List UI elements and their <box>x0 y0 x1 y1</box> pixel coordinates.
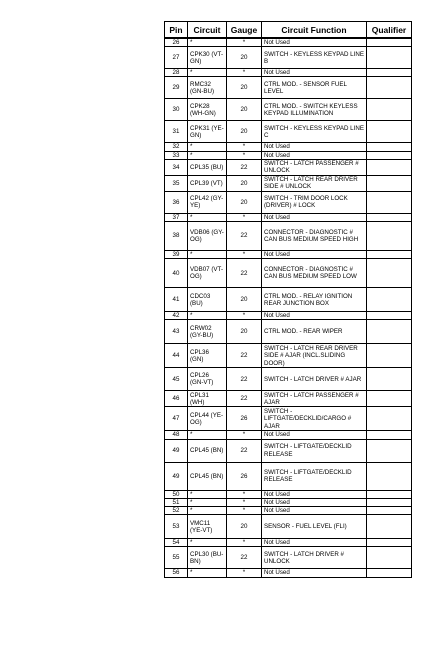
cell-qualifier <box>367 539 412 547</box>
cell-qualifier <box>367 222 412 251</box>
cell-qualifier <box>367 391 412 407</box>
cell-circuit: * <box>188 490 227 498</box>
cell-qualifier <box>367 547 412 569</box>
cell-circuit: CPL45 (BN) <box>188 439 227 462</box>
cell-circuit: CPK30 (VT-GN) <box>188 47 227 69</box>
table-body <box>165 38 412 577</box>
pin-table <box>164 21 412 578</box>
cell-gauge: 20 <box>227 191 262 213</box>
table-row <box>165 344 412 368</box>
table-row <box>165 288 412 312</box>
cell-qualifier <box>367 99 412 121</box>
table-row <box>165 490 412 498</box>
cell-pin: 44 <box>165 344 188 368</box>
cell-gauge: * <box>227 69 262 77</box>
cell-circuit: CPK31 (YE-GN) <box>188 121 227 143</box>
cell-gauge: 22 <box>227 222 262 251</box>
cell-circuit: CPL26 (GN-VT) <box>188 368 227 391</box>
cell-qualifier <box>367 462 412 490</box>
cell-function: CONNECTOR - DIAGNOSTIC # CAN BUS MEDIUM SPEED LOW <box>262 259 367 288</box>
cell-gauge: 26 <box>227 407 262 431</box>
cell-circuit: VDB06 (GY-OG) <box>188 222 227 251</box>
cell-pin: 52 <box>165 507 188 515</box>
cell-qualifier <box>367 47 412 69</box>
cell-function: CTRL MOD. - RELAY IGNITION REAR JUNCTION BOX <box>262 288 367 312</box>
cell-circuit: * <box>188 251 227 259</box>
cell-circuit: * <box>188 151 227 159</box>
cell-circuit: CPL45 (BN) <box>188 462 227 490</box>
cell-pin: 34 <box>165 159 188 175</box>
cell-gauge: 26 <box>227 462 262 490</box>
cell-qualifier <box>367 259 412 288</box>
cell-circuit: * <box>188 143 227 151</box>
cell-pin: 30 <box>165 99 188 121</box>
cell-pin: 28 <box>165 69 188 77</box>
cell-function: Not Used <box>262 312 367 320</box>
cell-pin: 49 <box>165 439 188 462</box>
cell-circuit: * <box>188 507 227 515</box>
cell-qualifier <box>367 344 412 368</box>
cell-function: CTRL MOD. - SWITCH KEYLESS KEYPAD ILLUMINATION <box>262 99 367 121</box>
cell-qualifier <box>367 69 412 77</box>
cell-circuit: * <box>188 312 227 320</box>
cell-pin: 51 <box>165 498 188 506</box>
cell-gauge: * <box>227 539 262 547</box>
cell-qualifier <box>367 498 412 506</box>
cell-pin: 46 <box>165 391 188 407</box>
cell-circuit: * <box>188 38 227 47</box>
cell-pin: 40 <box>165 259 188 288</box>
cell-gauge: * <box>227 507 262 515</box>
cell-gauge: * <box>227 151 262 159</box>
cell-gauge: 22 <box>227 547 262 569</box>
cell-pin: 33 <box>165 151 188 159</box>
table-row <box>165 462 412 490</box>
cell-pin: 39 <box>165 251 188 259</box>
cell-pin: 27 <box>165 47 188 69</box>
cell-function: Not Used <box>262 38 367 47</box>
cell-pin: 36 <box>165 191 188 213</box>
cell-function: SWITCH - LIFTGATE/DECKLID RELEASE <box>262 462 367 490</box>
cell-gauge: 20 <box>227 47 262 69</box>
cell-function: SWITCH - LATCH DRIVER # AJAR <box>262 368 367 391</box>
cell-qualifier <box>367 407 412 431</box>
cell-gauge: 20 <box>227 77 262 99</box>
cell-circuit: CPL30 (BU-BN) <box>188 547 227 569</box>
cell-function: SWITCH - LATCH REAR DRIVER SIDE # UNLOCK <box>262 175 367 191</box>
cell-function: SWITCH - LATCH REAR DRIVER SIDE # AJAR (INCL.SLIDING DOOR) <box>262 344 367 368</box>
cell-gauge: 20 <box>227 288 262 312</box>
table-row <box>165 77 412 99</box>
cell-gauge: * <box>227 431 262 439</box>
table-row <box>165 569 412 577</box>
cell-circuit: CPK28 (WH-GN) <box>188 99 227 121</box>
table-row <box>165 368 412 391</box>
cell-function: SWITCH - TRIM DOOR LOCK (DRIVER) # LOCK <box>262 191 367 213</box>
cell-qualifier <box>367 213 412 221</box>
cell-circuit: CPL35 (BU) <box>188 159 227 175</box>
cell-qualifier <box>367 288 412 312</box>
cell-qualifier <box>367 312 412 320</box>
table-row <box>165 191 412 213</box>
cell-pin: 54 <box>165 539 188 547</box>
header-pin: Pin <box>165 22 188 39</box>
cell-function: Not Used <box>262 151 367 159</box>
cell-function: SWITCH - LATCH PASSENGER # AJAR <box>262 391 367 407</box>
table-header-row <box>165 22 412 39</box>
cell-function: Not Used <box>262 490 367 498</box>
cell-pin: 53 <box>165 515 188 539</box>
cell-circuit: VMC11 (YE-VT) <box>188 515 227 539</box>
cell-function: Not Used <box>262 251 367 259</box>
cell-function: Not Used <box>262 498 367 506</box>
cell-qualifier <box>367 143 412 151</box>
cell-function: CTRL MOD. - REAR WIPER <box>262 320 367 344</box>
cell-circuit: CDC03 (BU) <box>188 288 227 312</box>
header-gauge: Gauge <box>227 22 262 39</box>
cell-function: SWITCH - LIFTGATE/DECKLID/CARGO # AJAR <box>262 407 367 431</box>
table-row <box>165 151 412 159</box>
table-row <box>165 69 412 77</box>
table-row <box>165 407 412 431</box>
table-row <box>165 439 412 462</box>
table-row <box>165 507 412 515</box>
cell-qualifier <box>367 121 412 143</box>
header-circuit: Circuit <box>188 22 227 39</box>
cell-pin: 56 <box>165 569 188 577</box>
table-row <box>165 547 412 569</box>
cell-gauge: * <box>227 251 262 259</box>
cell-circuit: VDB07 (VT-OG) <box>188 259 227 288</box>
cell-gauge: 22 <box>227 439 262 462</box>
cell-gauge: 22 <box>227 259 262 288</box>
cell-circuit: CRW02 (GY-BU) <box>188 320 227 344</box>
cell-function: Not Used <box>262 431 367 439</box>
cell-circuit: RMC32 (GN-BU) <box>188 77 227 99</box>
cell-gauge: * <box>227 38 262 47</box>
cell-qualifier <box>367 507 412 515</box>
table-row <box>165 498 412 506</box>
cell-qualifier <box>367 515 412 539</box>
cell-qualifier <box>367 151 412 159</box>
cell-function: Not Used <box>262 69 367 77</box>
cell-pin: 48 <box>165 431 188 439</box>
cell-function: SWITCH - LATCH DRIVER # UNLOCK <box>262 547 367 569</box>
table-row <box>165 159 412 175</box>
cell-gauge: 20 <box>227 175 262 191</box>
cell-circuit: * <box>188 498 227 506</box>
cell-pin: 45 <box>165 368 188 391</box>
cell-pin: 55 <box>165 547 188 569</box>
cell-function: CONNECTOR - DIAGNOSTIC # CAN BUS MEDIUM SPEED HIGH <box>262 222 367 251</box>
cell-function: Not Used <box>262 143 367 151</box>
table-row <box>165 515 412 539</box>
cell-circuit: CPL42 (GY-YE) <box>188 191 227 213</box>
cell-circuit: CPL36 (GN) <box>188 344 227 368</box>
cell-gauge: * <box>227 498 262 506</box>
header-circuit-function: Circuit Function <box>262 22 367 39</box>
cell-qualifier <box>367 191 412 213</box>
cell-gauge: 22 <box>227 159 262 175</box>
cell-pin: 32 <box>165 143 188 151</box>
table-row <box>165 222 412 251</box>
cell-qualifier <box>367 431 412 439</box>
cell-qualifier <box>367 38 412 47</box>
cell-pin: 31 <box>165 121 188 143</box>
cell-pin: 47 <box>165 407 188 431</box>
table-row <box>165 312 412 320</box>
cell-function: SWITCH - KEYLESS KEYPAD LINE C <box>262 121 367 143</box>
cell-qualifier <box>367 159 412 175</box>
cell-function: Not Used <box>262 213 367 221</box>
cell-pin: 35 <box>165 175 188 191</box>
cell-circuit: * <box>188 539 227 547</box>
cell-qualifier <box>367 251 412 259</box>
cell-gauge: * <box>227 312 262 320</box>
cell-function: Not Used <box>262 569 367 577</box>
table-row <box>165 121 412 143</box>
cell-pin: 41 <box>165 288 188 312</box>
cell-pin: 43 <box>165 320 188 344</box>
cell-qualifier <box>367 320 412 344</box>
cell-circuit: * <box>188 69 227 77</box>
cell-circuit: * <box>188 213 227 221</box>
header-qualifier: Qualifier <box>367 22 412 39</box>
cell-gauge: * <box>227 213 262 221</box>
cell-pin: 42 <box>165 312 188 320</box>
cell-qualifier <box>367 368 412 391</box>
table-row <box>165 391 412 407</box>
table-row <box>165 143 412 151</box>
cell-function: Not Used <box>262 507 367 515</box>
table-row <box>165 320 412 344</box>
cell-gauge: 20 <box>227 320 262 344</box>
table-row <box>165 38 412 47</box>
cell-pin: 26 <box>165 38 188 47</box>
cell-pin: 49 <box>165 462 188 490</box>
cell-pin: 29 <box>165 77 188 99</box>
cell-function: SWITCH - KEYLESS KEYPAD LINE B <box>262 47 367 69</box>
table-row <box>165 213 412 221</box>
cell-circuit: CPL31 (WH) <box>188 391 227 407</box>
cell-gauge: 20 <box>227 99 262 121</box>
cell-function: SWITCH - LATCH PASSENGER # UNLOCK <box>262 159 367 175</box>
cell-function: SWITCH - LIFTGATE/DECKLID RELEASE <box>262 439 367 462</box>
cell-pin: 37 <box>165 213 188 221</box>
table-row <box>165 539 412 547</box>
cell-gauge: * <box>227 569 262 577</box>
cell-pin: 38 <box>165 222 188 251</box>
table-row <box>165 99 412 121</box>
cell-qualifier <box>367 175 412 191</box>
cell-gauge: 20 <box>227 515 262 539</box>
cell-gauge: 20 <box>227 121 262 143</box>
table-row <box>165 251 412 259</box>
cell-function: SENSOR - FUEL LEVEL (FLI) <box>262 515 367 539</box>
cell-gauge: 22 <box>227 368 262 391</box>
cell-gauge: * <box>227 490 262 498</box>
cell-pin: 50 <box>165 490 188 498</box>
table-row <box>165 175 412 191</box>
table-row <box>165 47 412 69</box>
cell-circuit: * <box>188 431 227 439</box>
cell-qualifier <box>367 569 412 577</box>
table-row <box>165 431 412 439</box>
cell-qualifier <box>367 439 412 462</box>
table-row <box>165 259 412 288</box>
cell-circuit: * <box>188 569 227 577</box>
cell-gauge: 22 <box>227 391 262 407</box>
cell-circuit: CPL44 (YE-OG) <box>188 407 227 431</box>
cell-circuit: CPL39 (VT) <box>188 175 227 191</box>
cell-function: CTRL MOD. - SENSOR FUEL LEVEL <box>262 77 367 99</box>
cell-gauge: * <box>227 143 262 151</box>
cell-qualifier <box>367 77 412 99</box>
cell-qualifier <box>367 490 412 498</box>
cell-function: Not Used <box>262 539 367 547</box>
cell-gauge: 22 <box>227 344 262 368</box>
